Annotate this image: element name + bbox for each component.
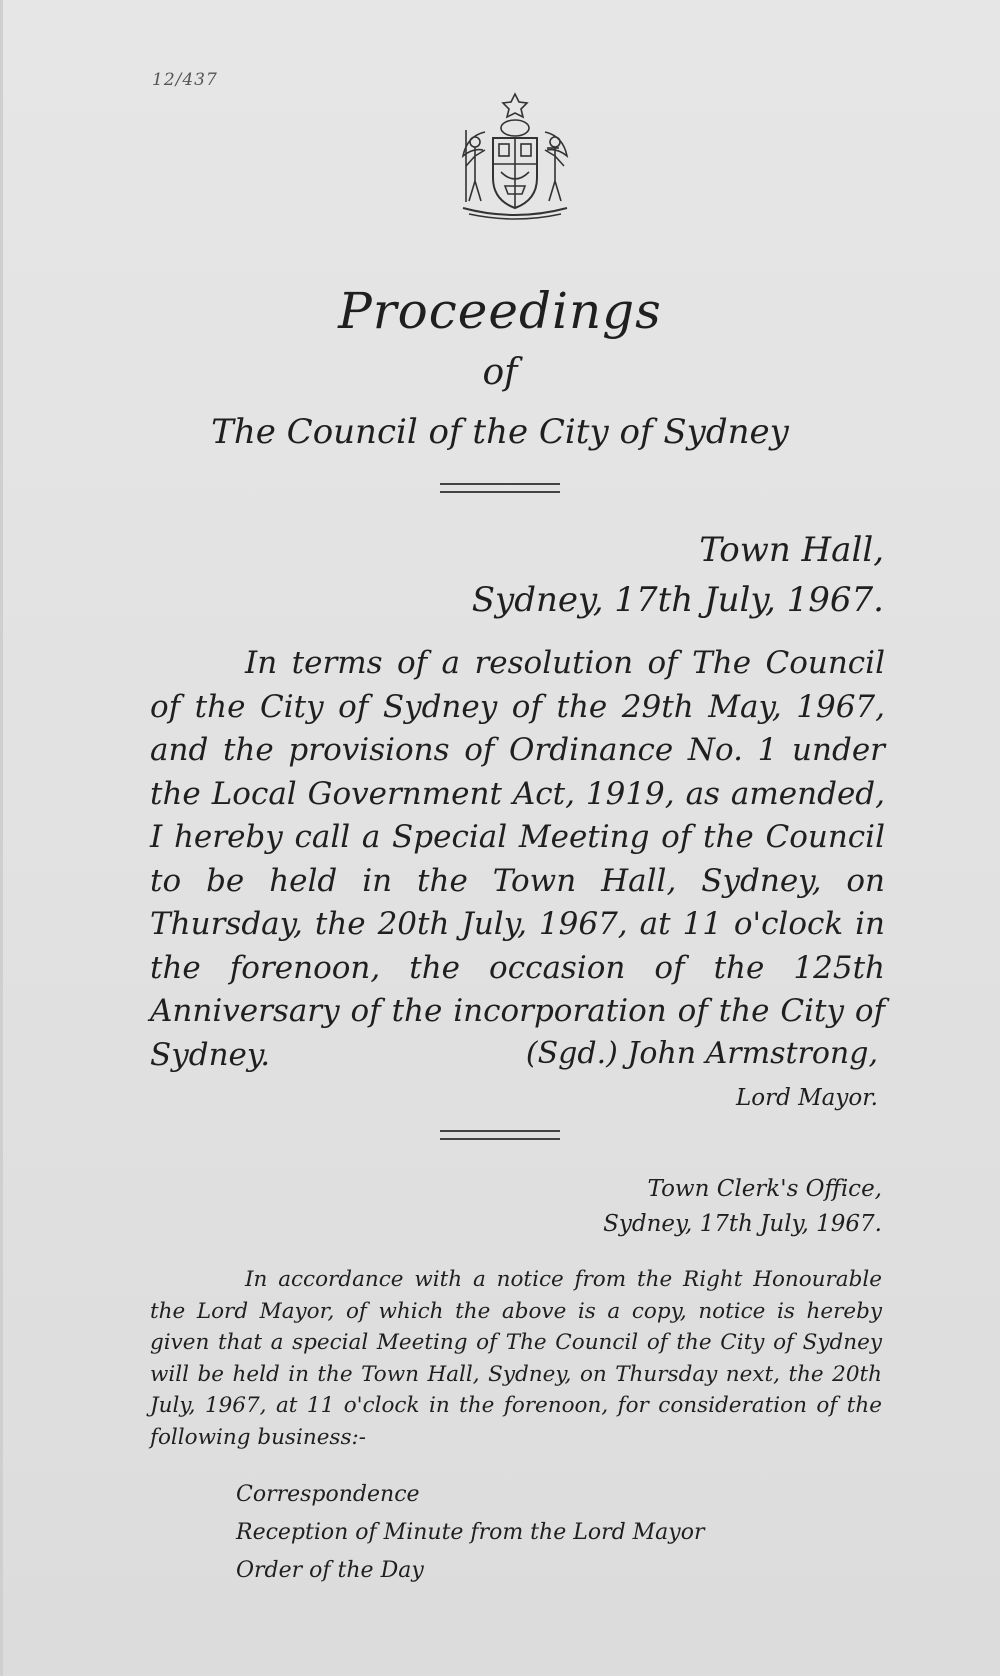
double-rule-divider <box>440 1130 560 1140</box>
council-name: The Council of the City of Sydney <box>211 412 789 452</box>
resolution-paragraph: In terms of a resolution of The Council of the City of Sydney of the 29th May, 1967, and the provisions of Ordinance No. 1 under the Local Government Act, 1919, as amended, I hereby call a Special Meeting of the Council to be held in the Town Hall, Sydney, on Thursday, the 20th July, 1967, at 11 o'clock in the forenoon, the occasion of the 125th Anniversary of the incorporation of the City of Sydney. <box>150 645 885 1073</box>
business-list <box>236 1476 705 1590</box>
title-connector: of <box>482 352 518 393</box>
reference-number: 12/437 <box>152 70 218 90</box>
office-line: Town Clerk's Office, <box>647 1176 882 1202</box>
list-item: Reception of Minute from the Lord Mayor <box>236 1520 705 1545</box>
place-date-block <box>472 525 884 625</box>
double-rule-divider <box>440 483 560 493</box>
signature-block <box>526 1032 878 1120</box>
town-clerk-block <box>603 1172 882 1242</box>
signatory-name: (Sgd.) John Armstrong, <box>525 1036 878 1071</box>
show-through-text <box>640 140 654 191</box>
signatory-title: Lord Mayor. <box>735 1085 878 1111</box>
list-item: Order of the Day <box>236 1558 424 1583</box>
notice-paragraph: In accordance with a notice from the Right Honourable the Lord Mayor, of which the above is a copy, notice is hereby given that a special Meeting of The Council of the City of Sydney will be held in the Town Hall, Sydney, on Thursday next, the 20th July, 1967, at 11 o'clock in the forenoon, for consideration of the following business:- <box>150 1267 882 1450</box>
coat-of-arms-icon <box>455 90 575 230</box>
place-line: Town Hall, <box>699 530 884 570</box>
document-title: Proceedings <box>338 282 662 340</box>
date-line: Sydney, 17th July, 1967. <box>471 580 884 620</box>
list-item: Correspondence <box>236 1482 420 1507</box>
date-line: Sydney, 17th July, 1967. <box>603 1211 882 1237</box>
